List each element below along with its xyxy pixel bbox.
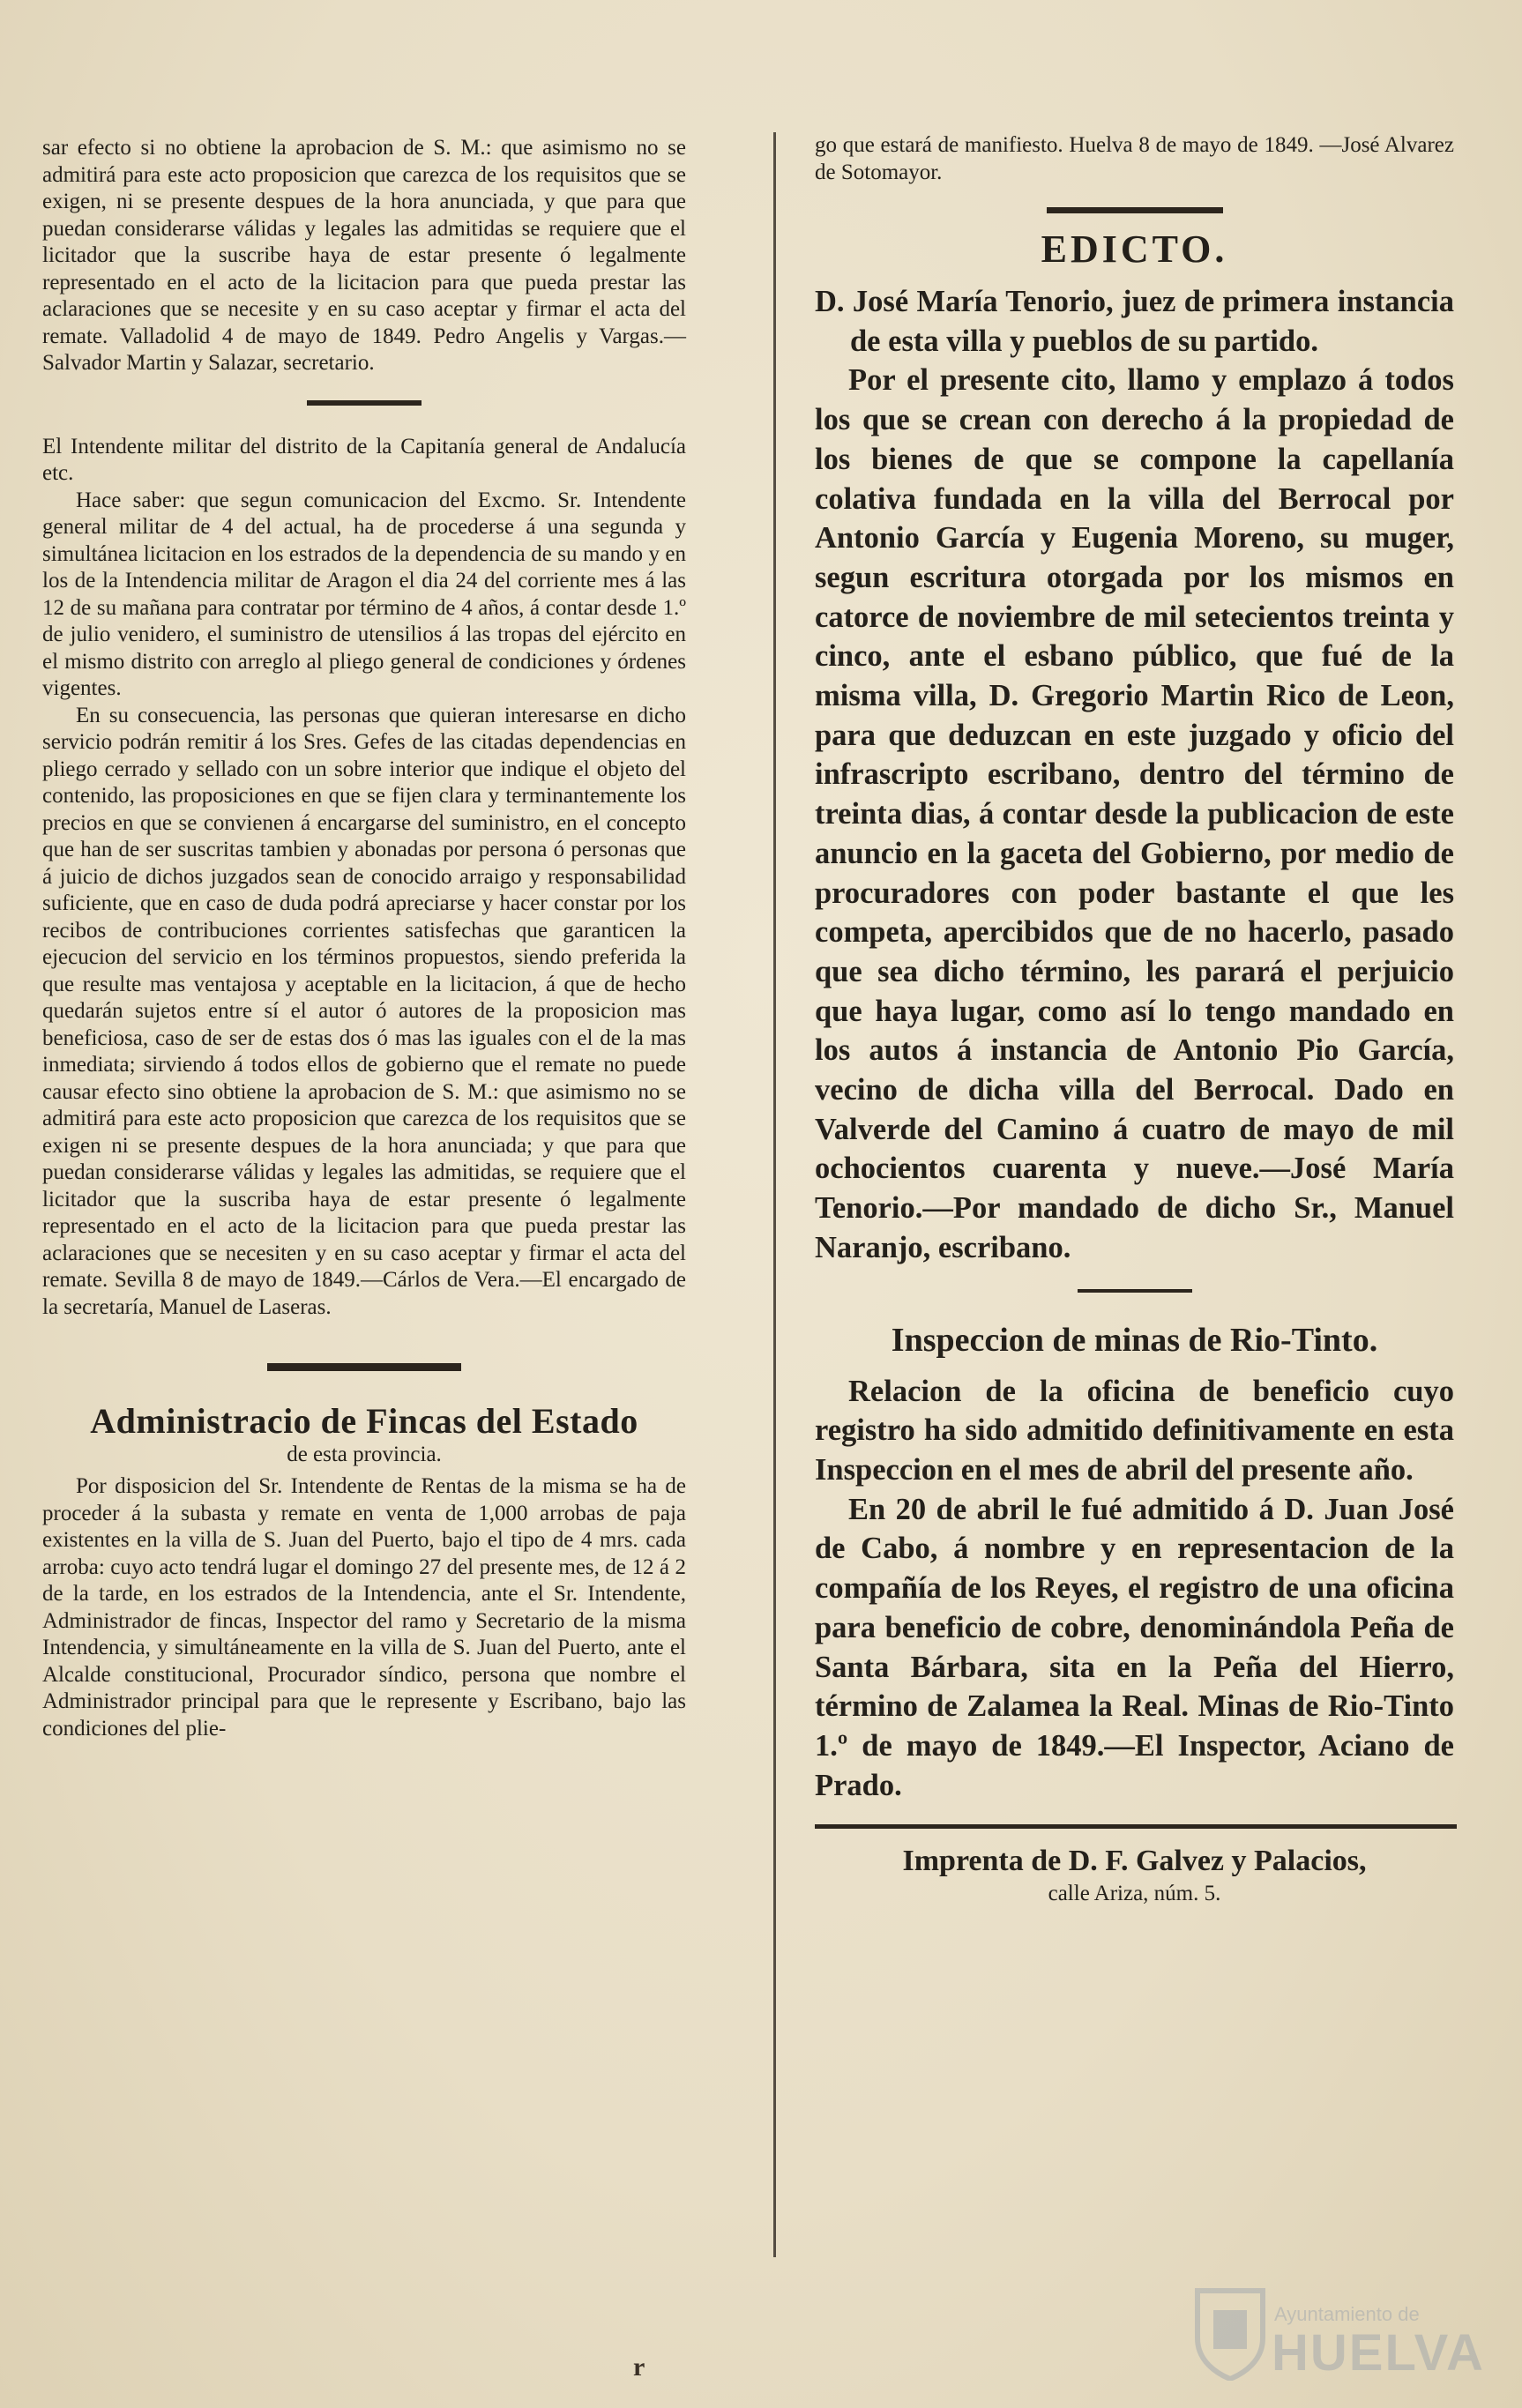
edicto-heading: D. José María Tenorio, juez de primera instancia de esta villa y pueblos de su partido. bbox=[815, 285, 1454, 358]
admin-paragraph: Por disposicion del Sr. Intendente de Rentas de la misma se ha de proceder á la subasta y remate en venta de 1,000 arrobas de paja existentes en la villa de S. Juan del Puerto, bajo el tipo de 4 mrs. cada arroba: cuyo acto tendrá lugar el domingo 27 del presente mes, de 12 á 2 de la tarde, en los estrados de la Intendencia, ante el Sr. Intendente, Administrador de fincas, Inspector del ramo y Secretario de la misma Intendencia, y simultáneamente en la villa de S. Juan del Puerto, ante el Alcalde constitucional, Procurador síndico, persona que nombre el Administrador principal para que le represente y Escribano, bajo las condiciones del plie- bbox=[42, 1474, 686, 1741]
imprint-line: Imprenta de D. F. Galvez y Palacios, bbox=[902, 1845, 1367, 1878]
watermark-city: HUELVA bbox=[1272, 2324, 1485, 2382]
left-column bbox=[42, 135, 686, 1742]
intendente-notice bbox=[42, 434, 686, 1322]
thick-divider bbox=[267, 1363, 461, 1371]
admin-subtitle: de esta provincia. bbox=[287, 1443, 442, 1466]
valladolid-paragraph: sar efecto si no obtiene la aprobacion de S. M.: que asimismo no se admitirá para este acto proposicion que carezca de los requisitos que se exigen, ni se presente despues de la hora anunciada, y que para que puedan considerarse válidas y legales las admitidas se requiere que el licitador que la suscribe haya de estar presente ó legalmente representado en el acto de la licitacion para que pueda prestar las aclaraciones que se necesite y en su caso aceptar y firmar el acta del remate. Valladolid 4 de mayo de 1849. Pedro Angelis y Vargas.—Salvador Martin y Salazar, secretario. bbox=[42, 136, 686, 375]
right-column bbox=[815, 132, 1454, 1908]
continuation-notice bbox=[815, 132, 1454, 186]
minas-paragraph-2: En 20 de abril le fué admitido á D. Juan José de Cabo, á nombre y en representacion de la compañía de los Reyes, el registro de una oficina para beneficio de cobre, denominándola Peña de Santa Bárbara, sita en la Peña del Hierro, término de Zalamea la Real. Minas de Rio-Tinto 1.º de mayo de 1849.—El Inspector, Aciano de Prado. bbox=[815, 1492, 1454, 1802]
page-footer-mark: r bbox=[633, 2352, 645, 2382]
imprint-address: calle Ariza, núm. 5. bbox=[1048, 1882, 1221, 1906]
minas-notice bbox=[815, 1317, 1454, 1806]
valladolid-notice bbox=[42, 135, 686, 377]
intendente-heading: El Intendente militar del distrito de la Capitanía general de Andalucía etc. bbox=[42, 434, 686, 485]
intendente-paragraph-1: Hace saber: que segun comunicacion del Excmo. Sr. Intendente general militar de 4 del actual, ha de procederse á una segunda y simultánea licitacion en los estrados de la dependencia de su mando y en los de la Intendencia militar de Aragon el dia 24 del corriente mes á las 12 de su mañana para contratar por término de 4 años, á contar desde 1.º de julio venidero, el suministro de utensilios á las tropas del ejército en el mismo distrito con arreglo al pliego general de condiciones y órdenes vigentes. bbox=[42, 488, 686, 700]
minas-title: Inspeccion de minas de Rio-Tinto. bbox=[891, 1321, 1378, 1359]
edicto-paragraph: Por el presente cito, llamo y emplazo á todos los que se crean con derecho á la propiedad de los bienes de que se compone la capellanía colativa fundada en la villa del Berrocal por Antonio García y Eugenia Moreno, su muger, segun escritura otorgada por los mismos en catorce de noviembre de mil setecientos treinta y cinco, ante el esbano público, que fué de la misma villa, D. Gregorio Martin Rico de Leon, para que deduzcan en este juzgado y oficio del infrascripto escribano, dentro del término de treinta dias, á contar desde la publicacion de este anuncio en la gaceta del Gobierno, por medio de procuradores con poder bastante el que les competa, apercibidos que de no hacerlo, pasado que sea dicho término, les parará el perjuicio que haya lugar, como así lo tengo mandado en los autos á instancia de Antonio Pio García, vecino de dicha villa del Berrocal. Dado en Valverde del Camino á cuatro de mayo de mil ochocientos cuarenta y nueve.—José María Tenorio.—Por mandado de dicho Sr., Manuel Naranjo, escribano. bbox=[815, 363, 1454, 1264]
imprint-divider bbox=[815, 1824, 1457, 1829]
edicto-title: EDICTO. bbox=[1041, 227, 1228, 271]
minas-paragraph-1: Relacion de la oficina de beneficio cuyo registro ha sido admitido definitivamente en esta Inspeccion en el mes de abril del presente año. bbox=[815, 1374, 1454, 1487]
archive-watermark bbox=[1190, 2284, 1485, 2382]
watermark-label: Ayuntamiento de bbox=[1274, 2303, 1420, 2325]
column-divider bbox=[773, 132, 776, 2257]
crest-icon bbox=[1190, 2284, 1270, 2381]
admin-fincas-notice bbox=[42, 1401, 686, 1742]
short-divider bbox=[1078, 1289, 1192, 1293]
short-divider bbox=[307, 400, 422, 406]
admin-title: Administracio de Fincas del Estado bbox=[90, 1401, 638, 1441]
edicto-notice bbox=[815, 226, 1454, 1268]
edicto-divider bbox=[1047, 207, 1223, 213]
continuation-paragraph: go que estará de manifiesto. Huelva 8 de mayo de 1849. —José Alvarez de Sotomayor. bbox=[815, 133, 1454, 184]
intendente-paragraph-2: En su consecuencia, las personas que quieran interesarse en dicho servicio podrán remitir á los Sres. Gefes de las citadas dependencias en pliego cerrado y sellado con un sobre interior que indique el objeto del contenido, las proposiciones en que se fijen clara y terminantemente los precios en que se convienen á encargarse del suministro, en el concepto que han de ser suscritas tambien y abonadas por persona ó personas que á juicio de dichos juzgados sean de conocido arraigo y responsabilidad suficiente, que en caso de duda podrá apreciarse y hacer constar por los recibos de contribuciones corrientes satisfechas que garanticen la ejecucion del servicio en los términos propuestos, siendo preferida la que resulte mas ventajosa y aceptable en la licitacion, á que de hecho quedarán sujetos entre sí el autor ó autores de la proposicion mas beneficiosa, caso de ser de estas dos ó mas las iguales con el de la mas inmediata; sirviendo á todos ellos de gobierno que el remate no puede causar efecto sino obtiene la aprobacion de S. M.: que asimismo no se admitirá para este acto proposicion que carezca de los requisitos que se exigen ni se presente despues de la hora anunciada; y que para que puedan considerarse válidas y legales las admitidas, se requiere que el licitador que la suscriba haya de estar presente ó legalmente representado en el acto de la licitacion para que pueda prestar las aclaraciones que se necesiten y en su caso aceptar y firmar el acta del remate. Sevilla 8 de mayo de 1849.—Cárlos de Vera.—El encargado de la secretaría, Manuel de Laseras. bbox=[42, 703, 686, 1319]
